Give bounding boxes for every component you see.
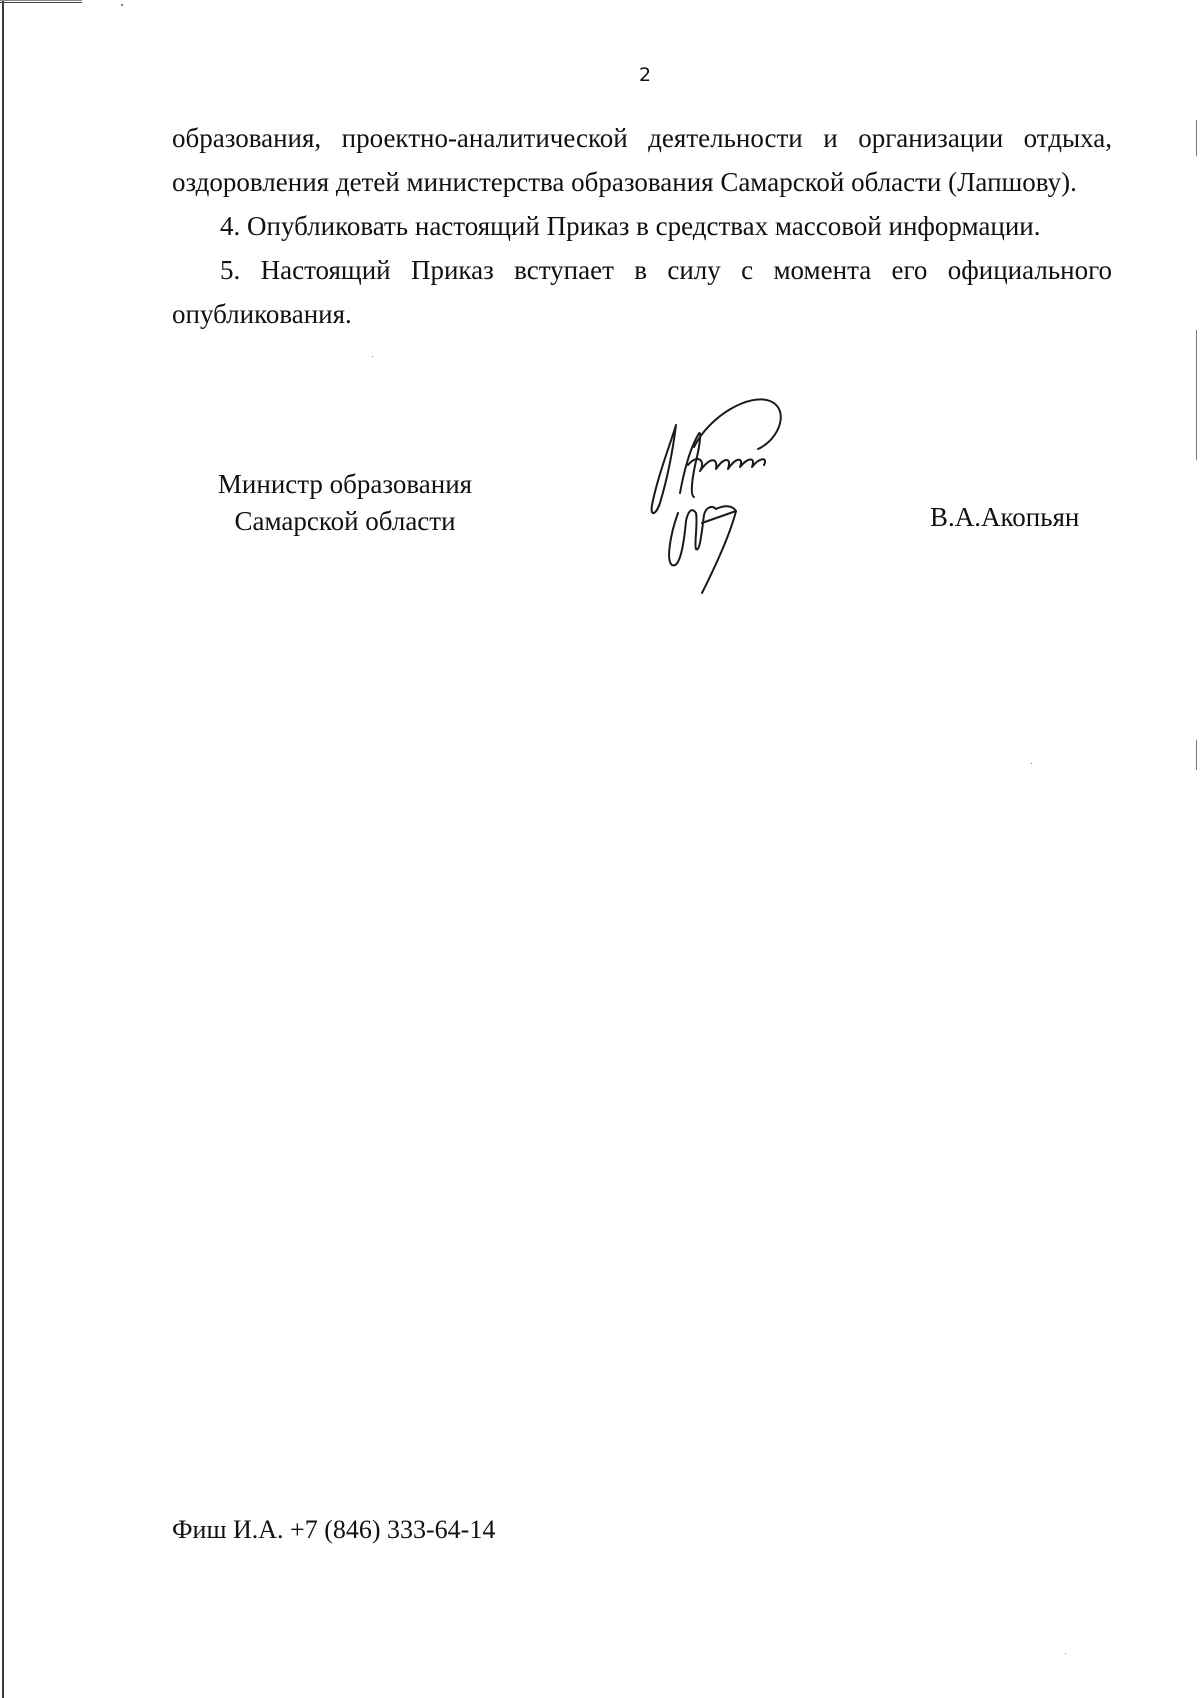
document-body xyxy=(172,116,1112,336)
scan-edge-right xyxy=(1196,120,1197,156)
order-item-5-continuation: опубликования. xyxy=(172,299,352,329)
scan-edge-top-inner xyxy=(0,2,82,3)
order-item-5: 5. Настоящий Приказ вступает в силу с момента его официального xyxy=(220,255,1112,285)
scan-edge-right xyxy=(1196,740,1197,770)
handwritten-signature xyxy=(640,395,820,605)
signatory-title-line: Министр образования xyxy=(217,469,473,499)
scan-speck xyxy=(1031,763,1032,764)
scan-speck xyxy=(121,4,123,6)
signatory-title-line: Самарской области xyxy=(234,506,456,536)
body-paragraph-line: образования, проектно-аналитической деятельности и организации отдыха, xyxy=(172,123,1112,153)
signer-name: В.А.Акопьян xyxy=(930,502,1080,532)
scan-edge-right xyxy=(1196,330,1197,460)
scan-edge-top xyxy=(0,0,82,1)
page-number: 2 xyxy=(638,64,652,86)
order-item-4: 4. Опубликовать настоящий Приказ в средствах массовой информации. xyxy=(220,211,1041,241)
executor-contact: Фиш И.А. +7 (846) 333-64-14 xyxy=(172,1515,496,1544)
body-paragraph-line: оздоровления детей министерства образования Самарской области (Лапшову). xyxy=(172,167,1077,197)
scan-speck xyxy=(1065,1653,1066,1654)
scan-edge-left xyxy=(2,0,4,1698)
scan-speck xyxy=(372,356,373,357)
signatory-title xyxy=(180,466,510,540)
